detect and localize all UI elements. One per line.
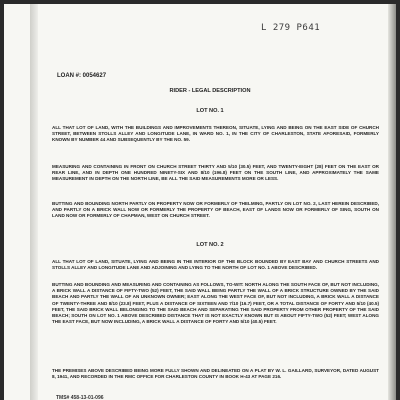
recording-stamp: L 279 P641 (261, 23, 321, 33)
page-right-edge (388, 4, 396, 400)
lot2-heading: LOT NO. 2 (196, 242, 224, 248)
lot2-paragraph-3: THE PREMISES ABOVE DESCRIBED BEING MORE FULLY SHOWN AND DELINEATED ON A PLAT BY W. L. GAILLARD, SURVEYOR, DATED AUGUST 8, 1941, AND RECORDED IN THE RMC OFFICE FOR CHARLESTON COUNTY IN BOOK H-43 AT PAGE 216. (52, 368, 379, 380)
page-left-edge (30, 4, 38, 400)
document-title: RIDER - LEGAL DESCRIPTION (169, 88, 251, 94)
lot2-paragraph-2: BUTTING AND BOUNDING AND MEASURING AND CONTAINING AS FOLLOWS, TO-WIT: NORTH ALONG THE SOUTH FACE OF, BUT NOT INCLUDING, A BRICK WALL A DISTANCE OF FIFTY-TWO (52) FEET, THE SAID WALL BEING PARTLY THE WALL OF A BRICK STRUCTURE OWNED BY THE SAID BEACH AND PARTLY THE WALL OF AN UNKNOWN OWNER; EAST ALONG THE WEST FACE OF, BUT NOT INCLUDING, A BRICK WALL A DISTANCE OF TWENTY-THREE AND 8/10 (23.8) FEET, PLUS A DISTANCE OF SIXTEEN AND 7/10 (16.7) FEET, OR A TOTAL DISTANCE OF FORTY AND 5/10 (40.5) FEET, THE SAID BRICK WALL BELONGING TO THE SAID BEACH AND SEPARATING THE SAID PROPERTY FROM OTHER PROPERTY OF THE SAID BEACH; SOUTH ON LOT NO. 1 ABOVE DESCRIBED DISTANCE THAT IS NOT EXACTLY KNOWN BUT IS ABOUT FIFTY-TWO (52) FEET; WEST ALONG THE EAST FACE, BUT NOW INCLUDING, A BRICK WALL A DISTANCE OF FORTY AND 5/10 (40.5) FEET. (52, 282, 379, 325)
lot1-paragraph-1: ALL THAT LOT OF LAND, WITH THE BUILDINGS AND IMPROVEMENTS THEREON, SITUATE, LYING AND BEING ON THE EAST SIDE OF CHURCH STREET, BETWEEN STOLLS ALLEY AND LONGITUDE LANE, IN WARD NO. 1, IN THE CITY OF CHARLESTON, STATE AFORESAID, FORMERLY KNOWN BY NUMBER 44 AND SUBSEQUENTLY BY THE NO. 59. (52, 125, 379, 143)
lot1-paragraph-3: BUTTING AND BOUNDING NORTH PARTLY ON PROPERTY NOW OR FORMERLY OF THELMING, PARTLY ON LOT NO. 2, LAST HEREIN DESCRIBED, AND PARTLY ON A BRICK WALL NOW OR FORMERLY THE PROPERTY OF BEACH, EAST OF LANDS NOW OR FORMERLY OF SING, SOUTH ON LAND NOW OR FORMERLY OF CHAPMAN, WEST ON CHURCH STREET. (52, 201, 379, 219)
document-page (4, 4, 396, 400)
loan-number: LOAN #: 0054627 (57, 73, 107, 79)
lot1-paragraph-2: MEASURING AND CONTAINING IN FRONT ON CHURCH STREET THIRTY AND 5/10 (30.5) FEET, AND TWENTY-EIGHT (28) FEET ON THE EAST OR REAR LINE, AND IN DEPTH ONE HUNDRED NINETY-SIX AND 8/10 (196.8) FEET ON THE SOUTH LINE, AND APPROXIMATELY THE SAME MEASUREMENT IN DEPTH ON THE NORTH LINE, BE ALL THE SAID MEASUREMENTS MORE OR LESS. (52, 164, 379, 182)
lot1-heading: LOT NO. 1 (196, 108, 224, 114)
tms-number: TMS# 458-13-01-096 (56, 395, 104, 400)
lot2-paragraph-1: ALL THAT LOT OF LAND, SITUATE, LYING AND BEING IN THE INTERIOR OF THE BLOCK BOUNDED BY EAST BAY AND CHURCH STREETS AND STOLLS ALLEY AND LONGITUDE LANE AND ADJOINING AND LYING TO THE NORTH OF LOT NO. 1 ABOVE DESCRIBED. (52, 259, 379, 271)
